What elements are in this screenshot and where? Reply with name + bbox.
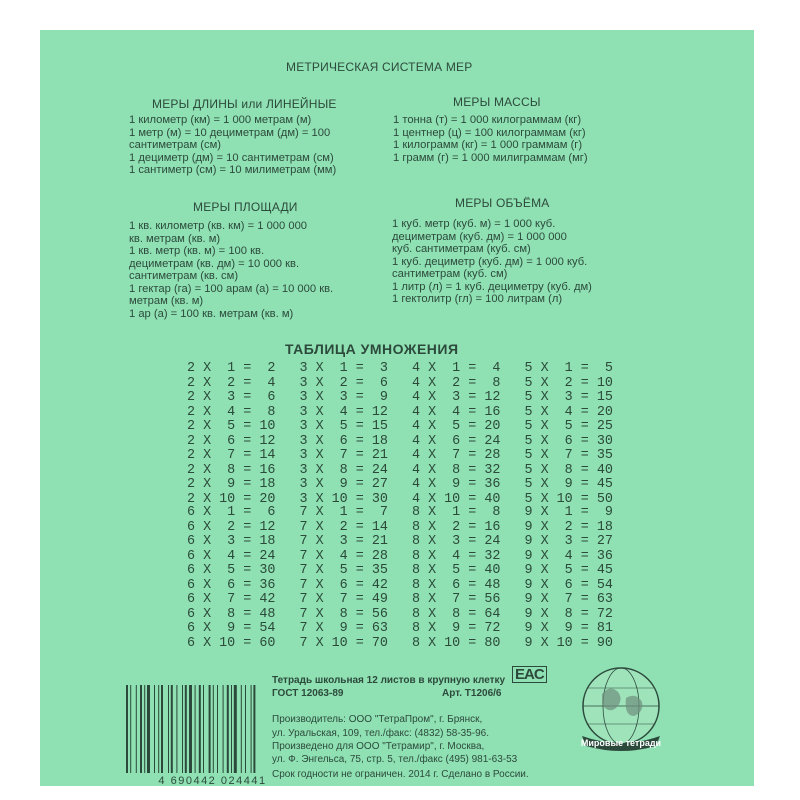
mass-measures-text: 1 тонна (т) = 1 000 килограммам (кг) 1 центнер (ц) = 100 килограммам (кг) 1 килограмм (кг) = 1 000 граммам (г) 1 грамм (г) = 1 000 милиграммам (мг) [393, 114, 588, 164]
barcode-bar [189, 685, 192, 773]
barcode-bar [144, 685, 145, 773]
barcode-bar [251, 685, 252, 773]
expiry-line: Срок годности не ограничен. 2014 г. Сделано в России. [272, 769, 529, 780]
barcode-bar [217, 685, 218, 773]
barcode-bar [209, 685, 211, 773]
barcode-bar [199, 685, 201, 773]
barcode-bar [182, 685, 183, 773]
brand-logo-label: Мировые тетради [580, 738, 662, 748]
barcode-bar [147, 685, 150, 773]
barcode-bar [234, 685, 237, 773]
length-measures-text: 1 километр (км) = 1 000 метрам (м) 1 метр (м) = 10 дециметрам (дм) = 100 сантиметрам (см) 1 дециметр (дм) = 10 сантиметрам (см) 1 сантиметр (см) = 10 милиметрам (мм) [129, 114, 337, 176]
length-measures-title: МЕРЫ ДЛИНЫ или ЛИНЕЙНЫЕ [152, 97, 337, 111]
barcode-bar [136, 685, 137, 773]
barcode-bar [245, 685, 246, 773]
manufacturer-line-4: ул. Ф. Энгельса, 75, стр. 5, тел./факс (495) 981-63-53 [272, 754, 518, 765]
area-measures-text: 1 кв. километр (кв. км) = 1 000 000 кв. метрам (кв. м) 1 кв. метр (кв. м) = 100 кв. дециметрам (кв. дм) = 10 000 кв. сантиметрам (кв. см) 1 гектар (га) = 100 арам (а) = 10 000 кв. метрам (кв. м) 1 ар (а) = 100 кв. метрам (кв. м) [129, 220, 334, 320]
barcode-bar [158, 685, 159, 773]
barcode-bar [171, 685, 173, 773]
barcode-bar [185, 685, 187, 773]
manufacturer-line-2: ул. Уральская, 109, тел./факс: (4832) 58-35-96. [272, 728, 490, 739]
product-description: Тетрадь школьная 12 листов в крупную клетку [272, 675, 506, 686]
multiplication-table-6-9: 6 X 1 = 6 7 X 1 = 7 8 X 1 = 8 9 X 1 = 9 6 X 2 = 12 7 X 2 = 14 8 X 2 = 16 9 X 2 = 18 6 X 3 = 18 7 X 3 = 21 8 X 3 = 24 9 X 3 = 27 6 X 4 = 24 7 X 4 = 28 8 X 4 = 32 9 X 4 = 36 6 X 5 = 30 7 X 5 = 35 8 X 5 = 40 9 X 5 = 45 6 X 6 = 36 7 X 6 = 42 8 X 6 = 48 9 X 6 = 54 6 X 7 = 42 7 X 7 = 49 8 X 7 = 56 9 X 7 = 63 6 X 8 = 48 7 X 8 = 56 8 X 8 = 64 9 X 8 = 72 6 X 9 = 54 7 X 9 = 63 8 X 9 = 72 9 X 9 = 81 6 X 10 = 60 7 X 10 = 70 8 X 10 = 80 9 X 10 = 90 [187, 505, 613, 651]
multiplication-table-title: ТАБЛИЦА УМНОЖЕНИЯ [285, 341, 459, 357]
barcode-bar [140, 685, 142, 773]
barcode-bar [203, 685, 204, 773]
barcode-bar [126, 685, 128, 773]
multiplication-table-2-5: 2 X 1 = 2 3 X 1 = 3 4 X 1 = 4 5 X 1 = 5 2 X 2 = 4 3 X 2 = 6 4 X 2 = 8 5 X 2 = 10 2 X 3 = 6 3 X 3 = 9 4 X 3 = 12 5 X 3 = 15 2 X 4 = 8 3 X 4 = 12 4 X 4 = 16 5 X 4 = 20 2 X 5 = 10 3 X 5 = 15 4 X 5 = 20 5 X 5 = 25 2 X 6 = 12 3 X 6 = 18 4 X 6 = 24 5 X 6 = 30 2 X 7 = 14 3 X 7 = 21 4 X 7 = 28 5 X 7 = 35 2 X 8 = 16 3 X 8 = 24 4 X 8 = 32 5 X 8 = 40 2 X 9 = 18 3 X 9 = 27 4 X 9 = 36 5 X 9 = 45 2 X 10 = 20 3 X 10 = 30 4 X 10 = 40 5 X 10 = 50 [187, 361, 613, 507]
mass-measures-title: МЕРЫ МАССЫ [453, 95, 541, 109]
barcode-bar [231, 685, 232, 773]
barcode-bar [130, 685, 131, 773]
metric-system-title: МЕТРИЧЕСКАЯ СИСТЕМА МЕР [286, 60, 473, 74]
barcode-bar [253, 685, 255, 773]
manufacturer-line-3: Произведено для ООО "Тетрамир", г. Москва, [272, 741, 485, 752]
gost-number: ГОСТ 12063-89 [272, 688, 344, 699]
barcode-bar [241, 685, 242, 773]
barcode-bar [223, 685, 224, 773]
manufacturer-line-1: Производитель: ООО "ТетраПром", г. Брянск, [272, 714, 483, 725]
barcode-bar [161, 685, 163, 773]
barcode-bar [195, 685, 196, 773]
barcode-bar [176, 685, 177, 773]
volume-measures-text: 1 куб. метр (куб. м) = 1 000 куб. дециметрам (куб. дм) = 1 000 000 куб. сантиметрам (куб. см) 1 куб. дециметр (куб. дм) = 1 000 куб. сантиметрам (куб. см) 1 литр (л) = 1 куб. дециметру (куб. дм) 1 гектолитр (гл) = 100 литрам (л) [392, 218, 592, 305]
barcode-bar [213, 685, 214, 773]
article-number: Арт. Т1206/6 [442, 688, 502, 699]
barcode-bar [168, 685, 169, 773]
notebook-back-cover [40, 30, 754, 786]
barcode-bar [227, 685, 229, 773]
barcode-number: 4 690442 024441 [158, 775, 267, 787]
barcode-bar [154, 685, 155, 773]
eac-mark: EAC [512, 666, 547, 683]
area-measures-title: МЕРЫ ПЛОЩАДИ [193, 200, 298, 214]
volume-measures-title: МЕРЫ ОБЪЁМА [455, 196, 550, 210]
